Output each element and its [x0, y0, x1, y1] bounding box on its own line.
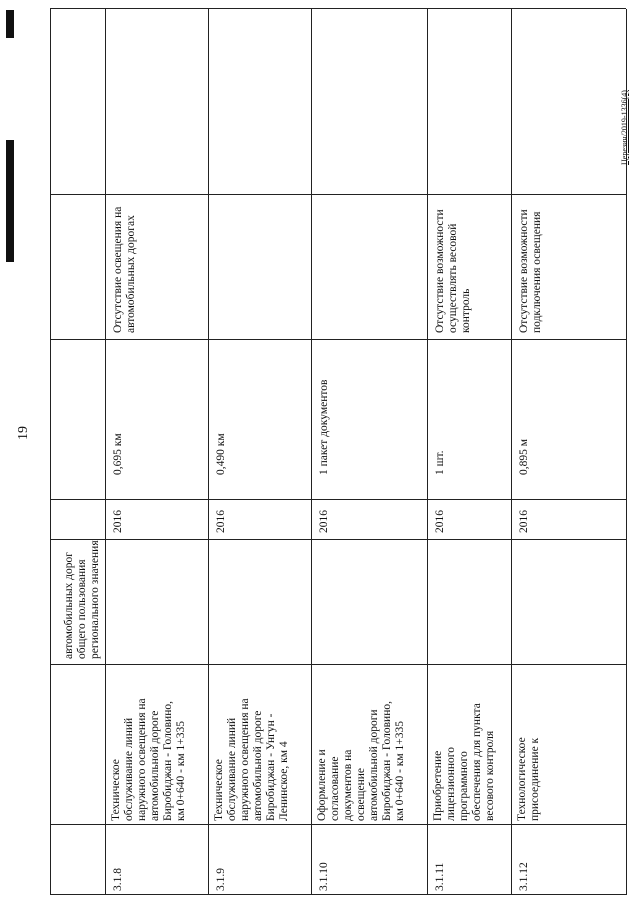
row-name-line: присоединение к	[529, 737, 541, 821]
row-quantity: 0,490 км	[215, 433, 227, 475]
table-column-border	[50, 339, 626, 340]
row-year: 2016	[318, 510, 330, 533]
row-name-line: Техническое	[213, 759, 225, 821]
carry-over-line-1: общего пользования	[76, 559, 88, 659]
row-note-line: Отсутствие возможности	[434, 209, 446, 333]
row-name-line: обслуживание линий	[123, 717, 135, 821]
table-column-border	[50, 894, 626, 895]
table-row-border	[208, 9, 209, 895]
page-number: 19	[16, 426, 31, 440]
row-quantity: 1 шт.	[434, 450, 446, 475]
row-name-line: км 0+640 - км 1+335	[175, 720, 187, 821]
row-name-line: освещение	[355, 768, 367, 821]
row-name-line: наружного освещения на	[136, 698, 148, 821]
row-name-line: автомобильной дороге	[252, 710, 264, 821]
row-name-line: автомобильной дороги	[368, 709, 380, 821]
row-name-line: Оформление и	[316, 749, 328, 821]
row-name-line: Ленинское, км 4	[278, 741, 290, 821]
row-name-line: км 0+640 - км 1+335	[394, 720, 406, 821]
row-note-line: контроль	[460, 288, 472, 333]
row-num: 3.1.9	[215, 868, 227, 891]
row-quantity: 0,895 м	[518, 438, 530, 475]
table-column-border	[50, 8, 626, 9]
row-year: 2016	[518, 510, 530, 533]
row-name-line: автомобильной дороге	[149, 710, 161, 821]
row-name-line: Биробиджан - Унгун -	[265, 713, 277, 821]
row-year: 2016	[112, 510, 124, 533]
row-quantity: 0,695 км	[112, 433, 124, 475]
table-row-border	[105, 9, 106, 895]
row-name-line: Биробиджан - Головино,	[381, 701, 393, 821]
row-num: 3.1.10	[318, 862, 330, 891]
row-name-line: Биробиджан - Головино,	[162, 701, 174, 821]
row-name-line: обслуживание линий	[226, 717, 238, 821]
table-column-border	[50, 824, 626, 825]
table-row-border	[50, 9, 51, 895]
row-name-line: весового контроля	[484, 730, 496, 821]
table-row-border	[427, 9, 428, 895]
table-row-border	[311, 9, 312, 895]
row-note-line: осуществлять весовой	[447, 223, 459, 333]
table-row-border	[511, 9, 512, 895]
row-year: 2016	[215, 510, 227, 533]
row-name-line: программного	[458, 751, 470, 821]
table-column-border	[50, 499, 626, 500]
row-quantity: 1 пакет документов	[318, 379, 330, 475]
row-num: 3.1.12	[518, 862, 530, 891]
row-name-line: наружного освещения на	[239, 698, 251, 821]
row-name-line: согласование	[329, 756, 341, 821]
row-year: 2016	[434, 510, 446, 533]
carry-over-line-2: регионального значения	[89, 540, 101, 659]
row-name-line: Технологическое	[516, 737, 528, 821]
row-name-line: документов на	[342, 749, 354, 821]
carry-over-line-0: автомобильных дорог	[63, 552, 75, 659]
row-note-line: автомобильных дорогах	[125, 215, 137, 333]
row-note-line: подключения освещения	[531, 211, 543, 333]
row-note-line: Отсутствие возможности	[518, 209, 530, 333]
row-name-line: обеспечения для пункта	[471, 703, 483, 821]
table-column-border	[50, 664, 626, 665]
row-name-line: Техническое	[110, 759, 122, 821]
row-num: 3.1.11	[434, 862, 446, 891]
document-footer: Церезин/2019-1336(4)	[620, 90, 629, 165]
row-name-line: лицензионного	[445, 747, 457, 821]
table-column-border	[50, 194, 626, 195]
row-num: 3.1.8	[112, 868, 124, 891]
table-column-border	[50, 539, 626, 540]
row-note-line: Отсутствие освещения на	[112, 206, 124, 333]
row-name-line: Приобретение	[432, 750, 444, 821]
